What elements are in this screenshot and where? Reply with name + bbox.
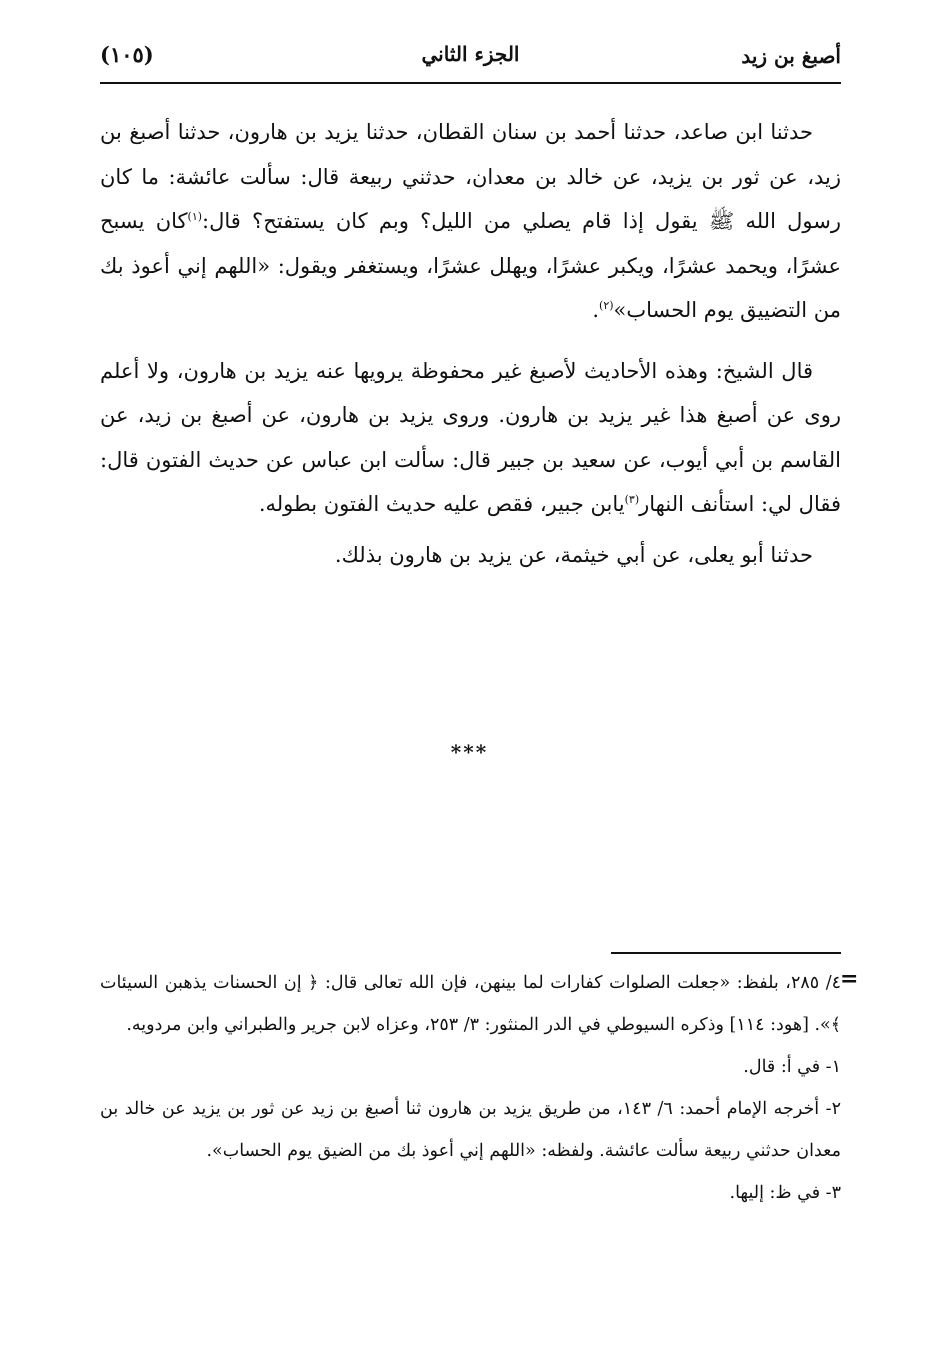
footnote-ref-3: (٣) [624,493,640,506]
paragraph-1-text: حدثنا ابن صاعد، حدثنا أحمد بن سنان القطان، حدثنا يزيد بن هارون، حدثنا أصبغ بن زيد، عن ثور بن يزيد، عن خالد بن معدان، حدثني ربيعة قال: سألت عائشة: ما كان رسول الله ﷺ يقول إذا قام يصلي من الليل؟ وبم كان يستفتح؟ قال: [100,120,841,233]
footnote-continuation-mark: = [840,966,859,992]
running-title: أصبغ بن زيد [741,44,841,68]
paragraph-1 [100,110,841,333]
paragraph-2-end: يابن جبير، فقص عليه حديث الفتون بطوله. [258,492,625,516]
paragraph-3 [100,533,841,578]
main-text [100,110,841,577]
footnote-ref-2: (٢) [599,299,614,312]
paragraph-2-text: قال الشيخ: وهذه الأحاديث لأصبغ غير محفوظة يرويها عنه يزيد بن هارون، ولا أعلم روى عن أصبغ هذا غير يزيد بن هارون. وروى يزيد بن هارون، عن أصبغ بن زيد، عن القاسم بن أبي أيوب، عن سعيد بن جبير قال: سألت ابن عباس عن حديث الفتون قال: فقال لي: استأنف النهار [100,358,841,516]
section-separator: *** [450,740,489,764]
footnote-continued: ٤/ ٢٨٥، بلفظ: «جعلت الصلوات كفارات لما بينهن، فإن الله تعالى قال: ﴿ إن الحسنات يذهبن السيئات ﴾». [هود: ١١٤] وذكره السيوطي في الدر المنثور: ٣/ ٢٥٣، وعزاه لابن جرير والطبراني وابن مردويه. [100,973,841,1035]
footnote-ref-1: (١) [187,210,203,223]
paragraph-3-text: حدثنا أبو يعلى، عن أبي خيثمة، عن يزيد بن هارون بذلك. [334,542,813,567]
header-divider [100,82,841,84]
paragraph-1-continuation: كان يسبح عشرًا، ويحمد عشرًا، ويكبر عشرًا، ويهلل عشرًا، ويستغفر ويقول: «اللهم إني أعوذ بك من التضييق يوم الحساب» [100,209,841,322]
page-number: (١٠٥) [100,42,154,67]
footnote-2: ٢- أخرجه الإمام أحمد: ٦/ ١٤٣، من طريق يزيد بن هارون ثنا أصبغ بن زيد عن ثور بن يزيد عن خالد بن معدان حدثني ربيعة سألت عائشة. ولفظه: «اللهم إني أعوذ بك من الضيق يوم الحساب». [100,1099,841,1161]
footnote-1: ١- في أ: قال. [743,1057,841,1077]
paragraph-1-end: . [592,298,600,322]
page-header [100,38,841,78]
footnote-3: ٣- في ظ: إليها. [729,1183,841,1203]
paragraph-2 [100,349,841,527]
footnotes [100,962,841,1214]
part-title: الجزء الثاني [421,42,520,66]
footnote-divider [611,952,841,954]
